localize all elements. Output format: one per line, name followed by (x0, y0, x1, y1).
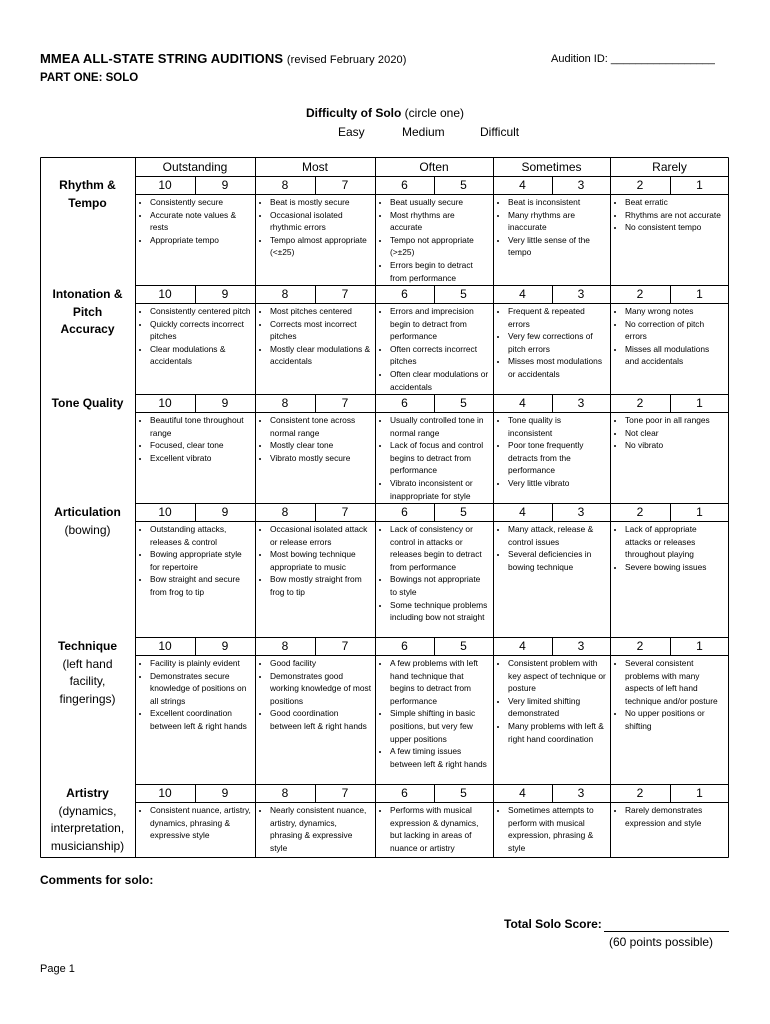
descriptor-cell (259, 305, 371, 368)
level-header: Sometimes (521, 160, 582, 174)
score-number[interactable]: 5 (460, 786, 467, 800)
descriptor-item: • Beat erratic (625, 196, 725, 209)
descriptor-cell (497, 196, 606, 259)
score-number[interactable]: 9 (221, 639, 229, 653)
score-number[interactable]: 6 (401, 786, 408, 800)
descriptor-cell (139, 196, 251, 246)
level-header: Outstanding (162, 160, 228, 174)
descriptor-item: • Rarely demonstrates expression and style (625, 804, 725, 829)
score-number[interactable]: 3 (577, 505, 585, 519)
descriptor-item: • Excellent coordination between left & right hands (150, 707, 251, 732)
descriptor-item: • Demonstrates secure knowledge of positions on all strings (150, 670, 251, 708)
descriptor-item: • Often corrects incorrect pitches (390, 343, 489, 368)
descriptor-list (139, 523, 251, 599)
descriptor-cell (259, 657, 371, 733)
score-number[interactable]: 4 (519, 505, 526, 519)
score-number[interactable]: 10 (158, 178, 172, 192)
descriptor-cell (259, 414, 371, 464)
descriptor-item: • Mostly clear tone (270, 439, 371, 452)
score-number[interactable]: 8 (281, 639, 289, 653)
descriptor-cell (614, 804, 725, 829)
score-number[interactable]: 5 (460, 639, 467, 653)
descriptor-cell (497, 523, 606, 573)
category-label (40, 504, 135, 539)
descriptor-list (259, 196, 371, 259)
descriptor-list (139, 804, 251, 842)
descriptor-item: • Errors and imprecision begin to detract from performance (390, 305, 489, 343)
descriptor-list (259, 804, 371, 854)
score-number[interactable]: 8 (281, 786, 289, 800)
descriptor-item: • Lack of consistency or control in attacks or releases begin to detract from performance (390, 523, 489, 573)
descriptor-item: • Focused, clear tone (150, 439, 251, 452)
category-title-line: Tone Quality (51, 396, 124, 410)
descriptor-item: • Appropriate tempo (150, 234, 251, 247)
descriptor-list (614, 804, 725, 829)
descriptor-cell (497, 305, 606, 381)
score-number[interactable]: 2 (636, 505, 644, 519)
comments-label: Comments for solo: (40, 873, 154, 887)
descriptor-item: • Lack of appropriate attacks or releases throughout playing (625, 523, 725, 561)
score-number[interactable]: 9 (221, 786, 229, 800)
descriptor-item: • Poor tone frequently detracts from the performance (508, 439, 606, 477)
descriptor-item: • Bowings not appropriate to style (390, 573, 489, 598)
score-number[interactable]: 7 (341, 505, 349, 519)
score-number[interactable]: 8 (281, 178, 289, 192)
revision-note: (revised February 2020) (286, 54, 407, 66)
score-number[interactable]: 5 (460, 287, 467, 301)
descriptor-item: • Occasional isolated attack or release errors (270, 523, 371, 548)
score-number[interactable]: 6 (401, 396, 408, 410)
descriptor-list (497, 804, 606, 854)
category-label (40, 638, 135, 708)
descriptor-item: • Beat usually secure (390, 196, 489, 209)
descriptor-item: • Facility is plainly evident (150, 657, 251, 670)
descriptor-item: • Consistent nuance, artistry, dynamics, phrasing & expressive style (150, 804, 251, 842)
descriptor-item: • Bowing appropriate style for repertoire (150, 548, 251, 573)
descriptor-list (497, 657, 606, 745)
descriptor-cell (139, 804, 251, 842)
descriptor-item: • Frequent & repeated errors (508, 305, 606, 330)
descriptor-list (497, 196, 606, 259)
descriptor-item: • A few problems with left hand technique that begins to detract from performance (390, 657, 489, 707)
score-number[interactable]: 2 (636, 786, 644, 800)
descriptor-list (614, 657, 725, 733)
category-label (40, 177, 135, 212)
descriptor-list (139, 305, 251, 368)
descriptor-cell (379, 305, 489, 393)
descriptor-cell (259, 804, 371, 854)
descriptor-cell (497, 804, 606, 854)
descriptor-item: • Demonstrates good working knowledge of most positions (270, 670, 371, 708)
descriptor-item: • Misses all modulations and accidentals (625, 343, 725, 368)
descriptor-item: • Most rhythms are accurate (390, 209, 489, 234)
score-number[interactable]: 2 (636, 178, 644, 192)
category-title-line: Technique (57, 639, 118, 653)
descriptor-item: • Consistently centered pitch (150, 305, 251, 318)
score-number[interactable]: 10 (158, 287, 172, 301)
descriptor-list (379, 196, 489, 284)
score-number[interactable]: 2 (636, 639, 644, 653)
descriptor-item: • Errors begin to detract from performance (390, 259, 489, 284)
level-header: Rarely (652, 160, 687, 174)
descriptor-cell (614, 414, 725, 452)
descriptor-list (379, 804, 489, 854)
descriptor-item: • Some technique problems including bow not straight (390, 599, 489, 624)
score-number[interactable]: 6 (401, 639, 408, 653)
category-subtitle-line: interpretation, (50, 821, 125, 835)
descriptor-list (139, 196, 251, 246)
descriptor-cell (379, 804, 489, 854)
descriptor-item: • Very little sense of the tempo (508, 234, 606, 259)
score-number[interactable]: 7 (341, 396, 349, 410)
descriptor-item: • Misses most modulations or accidentals (508, 355, 606, 380)
descriptor-item: • Tempo almost appropriate (<±25) (270, 234, 371, 259)
descriptor-item: • Vibrato inconsistent or inappropriate for style (390, 477, 489, 502)
category-subtitle-line: facility, (69, 674, 106, 688)
descriptor-item: • Very few corrections of pitch errors (508, 330, 606, 355)
descriptor-item: • Occasional isolated rhythmic errors (270, 209, 371, 234)
difficulty-hint: (circle one) (404, 106, 465, 120)
descriptor-cell (259, 196, 371, 259)
score-number[interactable]: 1 (696, 396, 703, 410)
score-number[interactable]: 10 (158, 505, 172, 519)
category-title-line: Tempo (68, 195, 107, 210)
descriptor-item: • Lack of focus and control begins to detract from performance (390, 439, 489, 477)
descriptor-cell (614, 196, 725, 234)
score-number[interactable]: 4 (519, 396, 526, 410)
score-number[interactable]: 5 (460, 396, 467, 410)
descriptor-list (259, 657, 371, 733)
page-number: Page 1 (40, 963, 75, 975)
descriptor-item: • Many rhythms are inaccurate (508, 209, 606, 234)
part-heading: PART ONE: SOLO (40, 72, 139, 84)
score-number[interactable]: 4 (519, 639, 526, 653)
score-number[interactable]: 3 (577, 786, 585, 800)
score-number[interactable]: 10 (158, 786, 172, 800)
category-title-line: Articulation (54, 505, 121, 519)
descriptor-item: • Tempo not appropriate (>±25) (390, 234, 489, 259)
descriptor-item: • Mostly clear modulations & accidentals (270, 343, 371, 368)
score-number[interactable]: 1 (696, 178, 703, 192)
difficulty-option-difficult[interactable]: Difficult (480, 125, 520, 139)
score-number[interactable]: 6 (401, 287, 408, 301)
descriptor-cell (139, 523, 251, 599)
category-label (40, 286, 135, 339)
difficulty-label: Difficulty of Solo (305, 106, 402, 120)
descriptor-list (614, 414, 725, 452)
descriptor-list (139, 657, 251, 733)
descriptor-item: • Not clear (625, 427, 725, 440)
descriptor-cell (614, 657, 725, 733)
score-number[interactable]: 3 (577, 287, 585, 301)
descriptor-item: • Often clear modulations or accidentals (390, 368, 489, 393)
score-number[interactable]: 9 (221, 396, 229, 410)
score-number[interactable]: 7 (341, 178, 349, 192)
descriptor-item: • Performs with musical expression & dynamics, but lacking in areas of nuance or artistry (390, 804, 489, 854)
descriptor-item: • Most bowing technique appropriate to music (270, 548, 371, 573)
descriptor-item: • Consistent tone across normal range (270, 414, 371, 439)
category-label (40, 395, 135, 413)
score-number[interactable]: 8 (281, 287, 289, 301)
category-subtitle-line: musicianship) (50, 838, 125, 853)
descriptor-cell (259, 523, 371, 599)
descriptor-cell (379, 414, 489, 502)
descriptor-item: • A few timing issues between left & right hands (390, 745, 489, 770)
descriptor-item: • Tone quality is inconsistent (508, 414, 606, 439)
points-possible: (60 points possible) (609, 935, 714, 949)
descriptor-item: • Many wrong notes (625, 305, 725, 318)
descriptor-cell (139, 657, 251, 733)
descriptor-list (379, 305, 489, 393)
level-header: Most (301, 160, 328, 174)
score-number[interactable]: 9 (221, 505, 229, 519)
descriptor-item: • Consistently secure (150, 196, 251, 209)
category-title-line: Artistry (66, 786, 109, 800)
score-number[interactable]: 3 (577, 396, 585, 410)
descriptor-list (379, 414, 489, 502)
descriptor-item: • Usually controlled tone in normal range (390, 414, 489, 439)
descriptor-item: • Outstanding attacks, releases & control (150, 523, 251, 548)
descriptor-cell (139, 414, 251, 464)
descriptor-list (614, 305, 725, 368)
descriptor-list (497, 305, 606, 381)
descriptor-list (379, 523, 489, 624)
descriptor-item: • Quickly corrects incorrect pitches (150, 318, 251, 343)
score-number[interactable]: 5 (460, 505, 467, 519)
score-number[interactable]: 2 (636, 287, 644, 301)
descriptor-list (259, 523, 371, 599)
descriptor-item: • Consistent problem with key aspect of technique or posture (508, 657, 606, 695)
score-number[interactable]: 2 (636, 396, 644, 410)
score-number[interactable]: 5 (460, 178, 467, 192)
descriptor-item: • Clear modulations & accidentals (150, 343, 251, 368)
difficulty-heading (0, 106, 770, 120)
descriptor-list (497, 414, 606, 490)
score-number[interactable]: 1 (696, 505, 703, 519)
score-number[interactable]: 4 (519, 287, 526, 301)
descriptor-item: • No upper positions or shifting (625, 707, 725, 732)
score-number[interactable]: 10 (158, 639, 172, 653)
score-number[interactable]: 7 (341, 639, 349, 653)
title-text: MMEA ALL-STATE STRING AUDITIONS (40, 51, 284, 66)
descriptor-cell (379, 196, 489, 284)
descriptor-item: • Severe bowing issues (625, 561, 725, 574)
descriptor-list (259, 305, 371, 368)
descriptor-list (139, 414, 251, 464)
descriptor-item: • Sometimes attempts to perform with musical expression, phrasing & style (508, 804, 606, 854)
descriptor-cell (139, 305, 251, 368)
descriptor-item: • Very limited shifting demonstrated (508, 695, 606, 720)
category-subtitle-line: (dynamics, (58, 803, 117, 818)
score-number[interactable]: 9 (221, 178, 229, 192)
score-number[interactable]: 8 (281, 505, 289, 519)
descriptor-item: • Many attack, release & control issues (508, 523, 606, 548)
descriptor-cell (614, 305, 725, 368)
level-header: Often (419, 160, 449, 174)
descriptor-item: • Most pitches centered (270, 305, 371, 318)
descriptor-item: • Many problems with left & right hand coordination (508, 720, 606, 745)
descriptor-item: • Good facility (270, 657, 371, 670)
score-number[interactable]: 1 (696, 639, 703, 653)
descriptor-item: • No consistent tempo (625, 221, 725, 234)
score-number[interactable]: 3 (577, 639, 585, 653)
category-title-line: Rhythm & (59, 178, 116, 192)
category-label (40, 785, 135, 855)
category-title-line: Pitch (72, 304, 103, 319)
score-number[interactable]: 8 (281, 396, 289, 410)
difficulty-option-easy[interactable]: Easy (338, 125, 365, 139)
difficulty-option-medium[interactable]: Medium (402, 125, 445, 139)
audition-id-field[interactable]: Audition ID: _________________ (551, 53, 715, 65)
descriptor-item: • Tone poor in all ranges (625, 414, 725, 427)
descriptor-item: • Rhythms are not accurate (625, 209, 725, 222)
score-number[interactable]: 1 (696, 786, 703, 800)
descriptor-item: • Beat is mostly secure (270, 196, 371, 209)
descriptor-item: • Accurate note values & rests (150, 209, 251, 234)
form-title (40, 51, 407, 66)
descriptor-item: • No correction of pitch errors (625, 318, 725, 343)
descriptor-item: • Several consistent problems with many aspects of left hand technique and/or posture (625, 657, 725, 707)
score-number[interactable]: 6 (401, 505, 408, 519)
score-number[interactable]: 9 (221, 287, 229, 301)
score-number[interactable]: 6 (401, 178, 408, 192)
descriptor-item: • Bow mostly straight from frog to tip (270, 573, 371, 598)
descriptor-item: • Beat is inconsistent (508, 196, 606, 209)
score-number[interactable]: 4 (519, 178, 526, 192)
descriptor-cell (497, 414, 606, 490)
descriptor-list (614, 196, 725, 234)
descriptor-list (379, 657, 489, 770)
score-number[interactable]: 7 (341, 786, 349, 800)
category-subtitle-line: (bowing) (64, 522, 111, 537)
category-title-line: Accuracy (60, 322, 115, 336)
descriptor-list (259, 414, 371, 464)
descriptor-list (497, 523, 606, 573)
score-number[interactable]: 10 (158, 396, 172, 410)
total-score-label: Total Solo Score: (504, 917, 602, 931)
descriptor-cell (379, 657, 489, 770)
descriptor-item: • Several deficiencies in bowing technique (508, 548, 606, 573)
descriptor-cell (497, 657, 606, 745)
score-number[interactable]: 1 (696, 287, 703, 301)
category-subtitle-line: fingerings) (59, 691, 116, 706)
descriptor-item: • Nearly consistent nuance, artistry, dynamics, phrasing & expressive style (270, 804, 371, 854)
descriptor-item: • Excellent vibrato (150, 452, 251, 465)
score-number[interactable]: 7 (341, 287, 349, 301)
descriptor-cell (379, 523, 489, 624)
category-title-line: Intonation & (52, 287, 123, 301)
descriptor-item: • No vibrato (625, 439, 725, 452)
descriptor-item: • Corrects most incorrect pitches (270, 318, 371, 343)
scoring-rubric (40, 157, 729, 858)
descriptor-item: • Good coordination between left & right hands (270, 707, 371, 732)
descriptor-list (614, 523, 725, 573)
descriptor-item: • Simple shifting in basic positions, but very few upper positions (390, 707, 489, 745)
descriptor-cell (614, 523, 725, 573)
descriptor-item: • Beautiful tone throughout range (150, 414, 251, 439)
total-score-line[interactable] (604, 931, 729, 932)
descriptor-item: • Very little vibrato (508, 477, 606, 490)
category-subtitle-line: (left hand (62, 656, 113, 671)
score-number[interactable]: 4 (519, 786, 526, 800)
descriptor-item: • Vibrato mostly secure (270, 452, 371, 465)
score-number[interactable]: 3 (577, 178, 585, 192)
descriptor-item: • Bow straight and secure from frog to tip (150, 573, 251, 598)
